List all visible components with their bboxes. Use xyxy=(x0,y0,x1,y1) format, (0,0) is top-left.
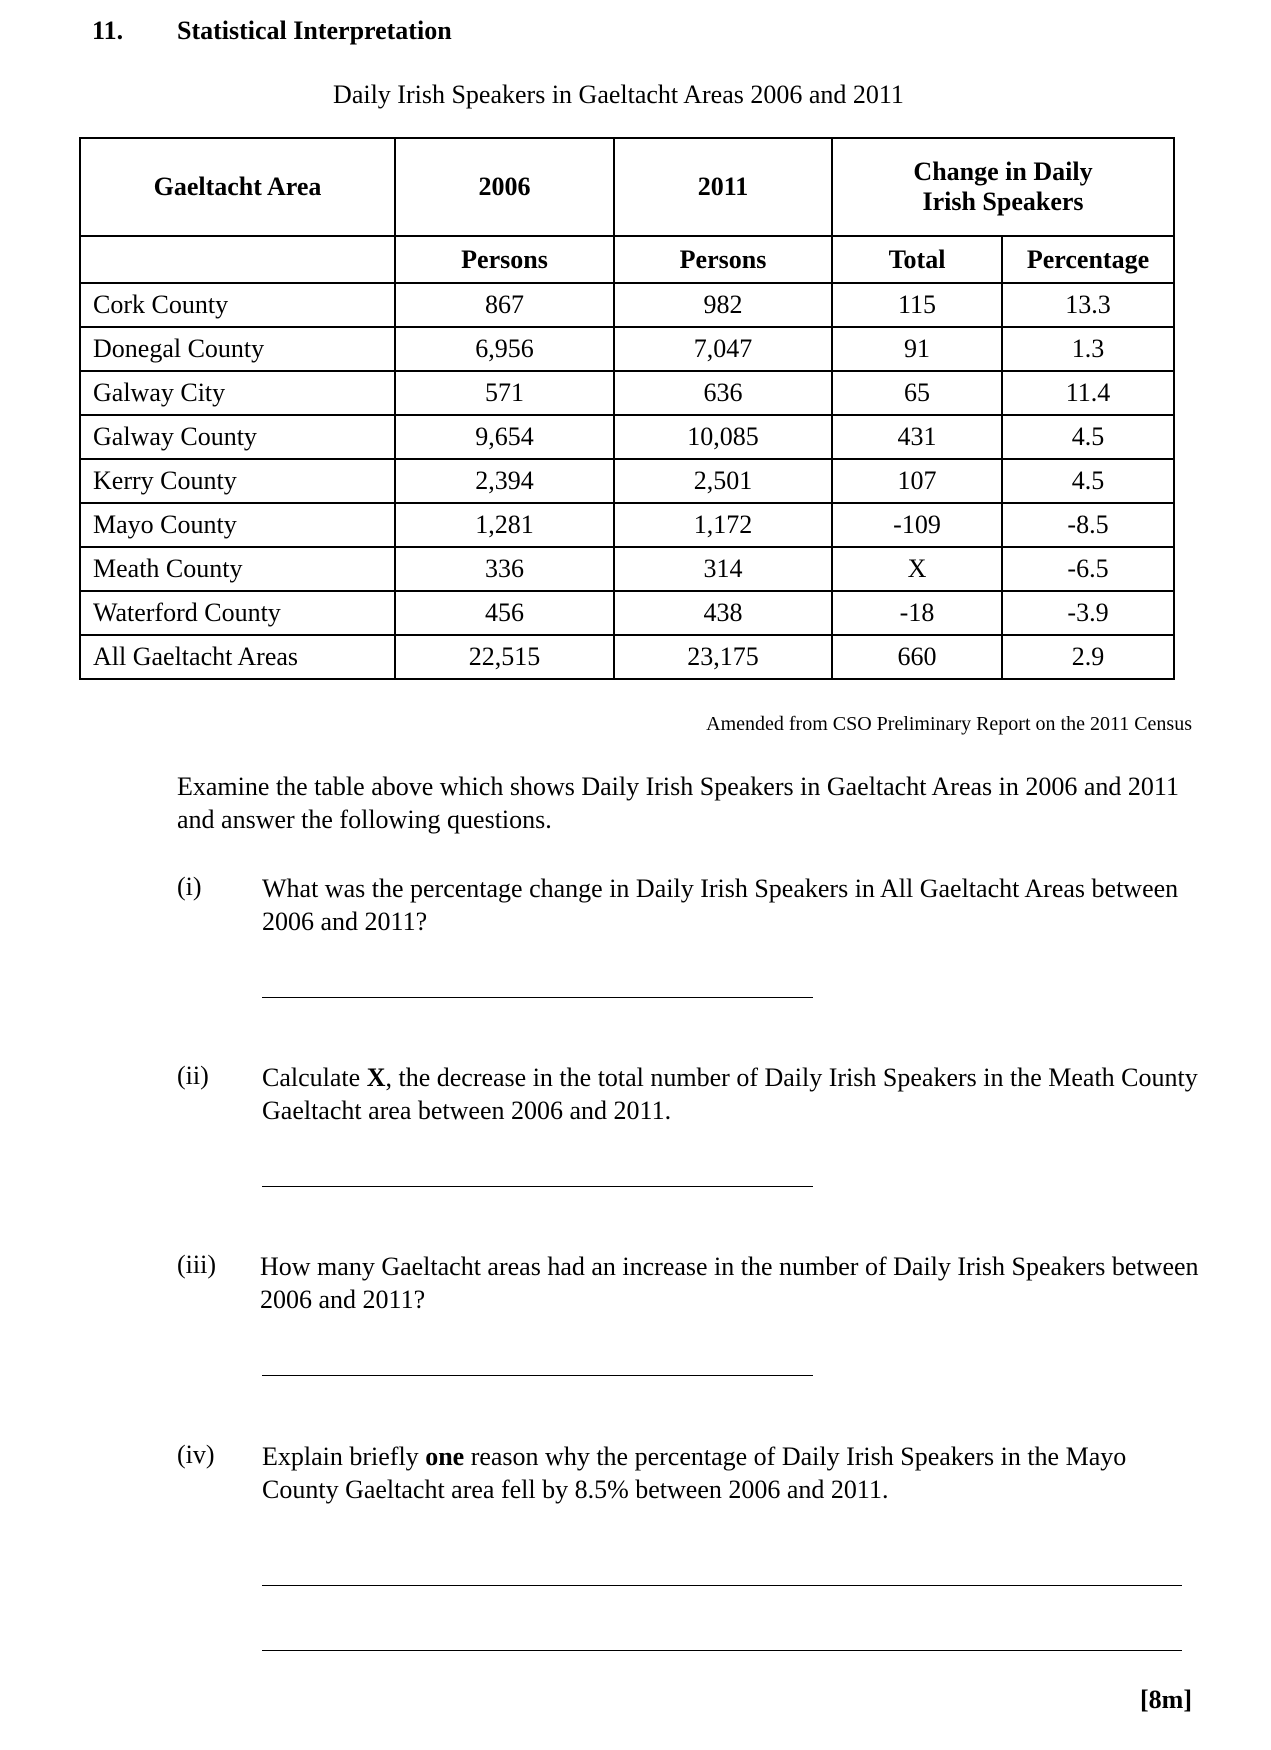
cell-2006: 456 xyxy=(395,591,614,635)
table-caption-text: Daily Irish Speakers in Gaeltacht Areas 2006 and 2011 xyxy=(333,80,904,109)
cell-2006: 6,956 xyxy=(395,327,614,371)
table-row xyxy=(80,459,1174,503)
cell-total: 660 xyxy=(832,635,1002,679)
table-subheader-row xyxy=(80,236,1174,283)
table-source: Amended from CSO Preliminary Report on the 2011 Census xyxy=(706,713,1192,735)
cell-total: 107 xyxy=(832,459,1002,503)
marks-label: [8m] xyxy=(1140,1685,1192,1714)
cell-2006: 9,654 xyxy=(395,415,614,459)
cell-2011: 1,172 xyxy=(614,503,832,547)
cell-2011: 2,501 xyxy=(614,459,832,503)
subheader-blank xyxy=(80,236,395,283)
subheader-total: Total xyxy=(832,236,1002,283)
cell-percentage: 13.3 xyxy=(1002,283,1174,327)
header-change-text: Change in Daily Irish Speakers xyxy=(913,157,1093,216)
cell-percentage: -6.5 xyxy=(1002,547,1174,591)
subquestion-ii-label: (ii) xyxy=(177,1061,209,1090)
table-row xyxy=(80,591,1174,635)
cell-total: 115 xyxy=(832,283,1002,327)
subquestion-iv-bold: one xyxy=(425,1442,465,1471)
table-row xyxy=(80,283,1174,327)
speakers-table xyxy=(79,137,1175,680)
cell-2011: 10,085 xyxy=(614,415,832,459)
subquestion-ii-bold: X xyxy=(366,1063,386,1092)
cell-percentage: -3.9 xyxy=(1002,591,1174,635)
cell-2011: 982 xyxy=(614,283,832,327)
cell-total: X xyxy=(832,547,1002,591)
header-change xyxy=(832,138,1174,236)
cell-area: Cork County xyxy=(80,283,395,327)
subquestion-i-text: What was the percentage change in Daily Irish Speakers in All Gaeltacht Areas between 2006 and 2011? xyxy=(262,874,1179,936)
table-row xyxy=(80,503,1174,547)
cell-2006: 571 xyxy=(395,371,614,415)
instructions: Examine the table above which shows Daily Irish Speakers in Gaeltacht Areas in 2006 and 2011 and answer the following questions. xyxy=(177,772,1179,834)
cell-area: Waterford County xyxy=(80,591,395,635)
cell-2011: 7,047 xyxy=(614,327,832,371)
cell-percentage: 11.4 xyxy=(1002,371,1174,415)
cell-area: Donegal County xyxy=(80,327,395,371)
cell-total: -109 xyxy=(832,503,1002,547)
cell-total: 91 xyxy=(832,327,1002,371)
subquestion-iv-label: (iv) xyxy=(177,1440,215,1469)
subheader-percentage: Percentage xyxy=(1002,236,1174,283)
cell-percentage: -8.5 xyxy=(1002,503,1174,547)
header-2011: 2011 xyxy=(614,138,832,236)
cell-total: 431 xyxy=(832,415,1002,459)
cell-2006: 22,515 xyxy=(395,635,614,679)
answer-line-iii[interactable] xyxy=(262,1375,813,1376)
subquestion-ii-pre: Calculate xyxy=(262,1063,367,1092)
subquestion-iv-pre: Explain briefly xyxy=(262,1442,426,1471)
subheader-persons-2006: Persons xyxy=(395,236,614,283)
table-row xyxy=(80,371,1174,415)
cell-2006: 336 xyxy=(395,547,614,591)
table-row xyxy=(80,415,1174,459)
table-header-row xyxy=(80,138,1174,236)
subquestion-i-label: (i) xyxy=(177,872,202,901)
cell-2011: 314 xyxy=(614,547,832,591)
table-row xyxy=(80,547,1174,591)
subquestion-iv-text xyxy=(262,1440,1202,1506)
table-body xyxy=(80,283,1174,679)
table-row xyxy=(80,635,1174,679)
answer-line-ii[interactable] xyxy=(262,1186,813,1187)
cell-percentage: 2.9 xyxy=(1002,635,1174,679)
cell-area: Meath County xyxy=(80,547,395,591)
question-title: Statistical Interpretation xyxy=(177,16,452,45)
cell-2006: 867 xyxy=(395,283,614,327)
header-area: Gaeltacht Area xyxy=(80,138,395,236)
cell-2006: 2,394 xyxy=(395,459,614,503)
subquestion-iii-label: (iii) xyxy=(177,1250,216,1279)
table-row xyxy=(80,327,1174,371)
subquestion-ii-text xyxy=(262,1061,1222,1127)
subquestion-iii-text: How many Gaeltacht areas had an increase in the number of Daily Irish Speakers between 2006 and 2011? xyxy=(260,1252,1199,1314)
cell-2011: 636 xyxy=(614,371,832,415)
answer-line-iv-1[interactable] xyxy=(262,1585,1182,1586)
answer-line-i[interactable] xyxy=(262,997,813,998)
cell-2006: 1,281 xyxy=(395,503,614,547)
cell-area: Galway City xyxy=(80,371,395,415)
cell-percentage: 4.5 xyxy=(1002,415,1174,459)
subquestion-iv-post: reason why the percentage of Daily Irish Speakers in the Mayo County Gaeltacht area fell by 8.5% between 2006 and 2011. xyxy=(262,1442,1127,1504)
cell-total: -18 xyxy=(832,591,1002,635)
header-2006: 2006 xyxy=(395,138,614,236)
cell-2011: 23,175 xyxy=(614,635,832,679)
cell-area: All Gaeltacht Areas xyxy=(80,635,395,679)
answer-line-iv-2[interactable] xyxy=(262,1650,1182,1651)
subquestion-ii-post: , the decrease in the total number of Daily Irish Speakers in the Meath County Gaeltacht area between 2006 and 2011. xyxy=(262,1063,1198,1125)
cell-percentage: 1.3 xyxy=(1002,327,1174,371)
subheader-persons-2011: Persons xyxy=(614,236,832,283)
cell-total: 65 xyxy=(832,371,1002,415)
cell-percentage: 4.5 xyxy=(1002,459,1174,503)
table-caption xyxy=(0,80,1271,110)
cell-area: Kerry County xyxy=(80,459,395,503)
question-number: 11. xyxy=(92,16,124,45)
cell-area: Galway County xyxy=(80,415,395,459)
cell-2011: 438 xyxy=(614,591,832,635)
cell-area: Mayo County xyxy=(80,503,395,547)
